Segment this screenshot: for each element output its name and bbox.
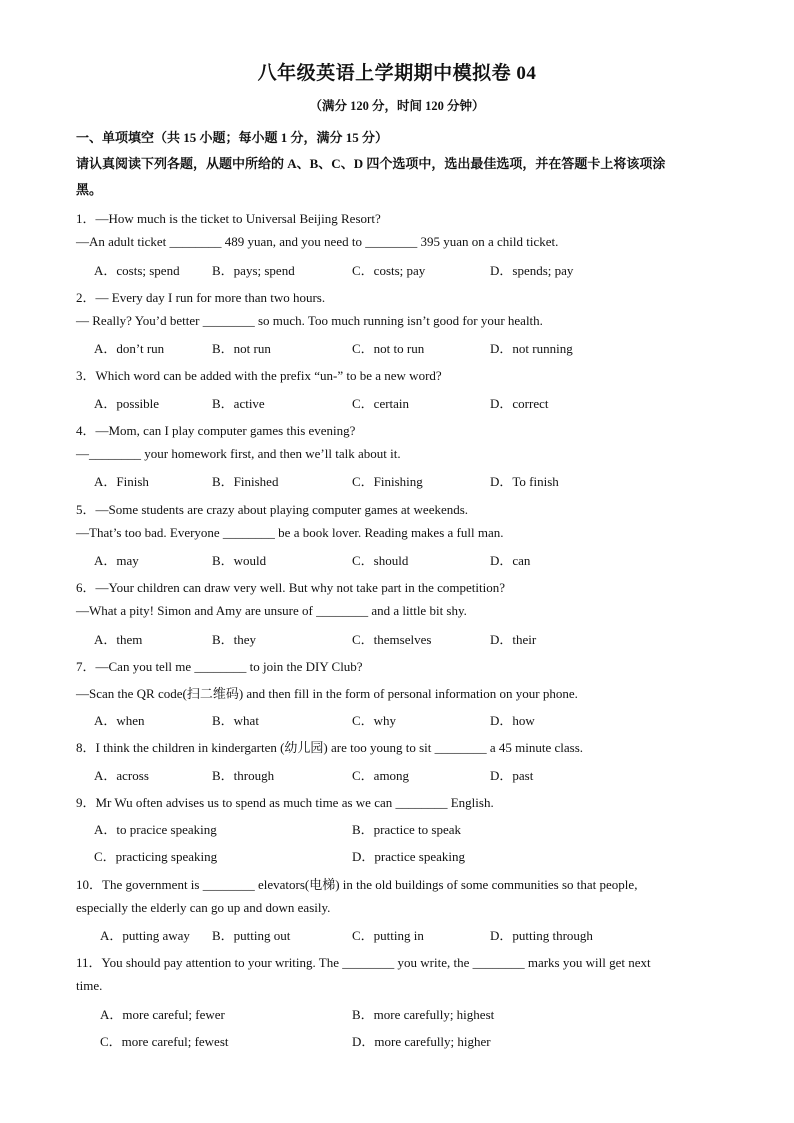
question-2-option-c: C．not to run — [352, 341, 425, 356]
question-4-text: 4．—Mom, can I play computer games this evening? — [76, 423, 356, 438]
question-7-option-a: A．when — [94, 713, 145, 728]
question-2-text: — Really? You’d better ________ so much. Too much running isn’t good for your health. — [76, 313, 543, 328]
question-4-option-d: D．To finish — [490, 474, 559, 489]
question-7-option-c: C．why — [352, 713, 397, 728]
question-8-option-d: D．past — [490, 768, 534, 783]
question-9-option-c: C．practicing speaking — [94, 849, 218, 864]
question-6-option-d: D．their — [490, 632, 537, 647]
section-heading: 一、单项填空（共 15 小题；每小题 1 分，满分 15 分） — [76, 130, 389, 145]
question-3-option-d: D．correct — [490, 396, 549, 411]
question-3-option-c: C．certain — [352, 396, 410, 411]
question-9-text: 9．Mr Wu often advises us to spend as much time as we can ________ English. — [76, 795, 494, 810]
question-7-option-b: B．what — [212, 713, 259, 728]
question-8-option-b: B．through — [212, 768, 275, 783]
question-5-option-d: D．can — [490, 553, 531, 568]
question-1-option-a: A．costs; spend — [94, 263, 180, 278]
question-2-option-a: A．don’t run — [94, 341, 165, 356]
question-11-text: 11．You should pay attention to your writing. The ________ you write, the ________ marks you will get next — [76, 955, 651, 970]
question-5-option-c: C．should — [352, 553, 409, 568]
question-10-option-b: B．putting out — [212, 928, 291, 943]
question-2-option-d: D．not running — [490, 341, 573, 356]
page-title: 八年级英语上学期期中模拟卷 04 — [257, 63, 537, 84]
question-1-option-d: D．spends; pay — [490, 263, 574, 278]
question-4-option-a: A．Finish — [94, 474, 149, 489]
question-11-option-b: B．more carefully; highest — [352, 1007, 495, 1022]
section-instruction: 请认真阅读下列各题，从题中所给的 A、B、C、D 四个选项中，选出最佳选项，并在答题卡上将该项涂 — [76, 156, 666, 171]
question-6-text: —What a pity! Simon and Amy are unsure of ________ and a little bit shy. — [76, 603, 467, 618]
question-10-text: 10．The government is ________ elevators(电梯) in the old buildings of some communities so that people, — [76, 877, 638, 892]
question-10-option-c: C．putting in — [352, 928, 424, 943]
question-7-text: 7．—Can you tell me ________ to join the DIY Club? — [76, 659, 363, 674]
question-3-option-a: A．possible — [94, 396, 160, 411]
question-5-text: 5．—Some students are crazy about playing computer games at weekends. — [76, 502, 469, 517]
question-4-option-c: C．Finishing — [352, 474, 423, 489]
question-11-option-a: A．more careful; fewer — [100, 1007, 225, 1022]
question-8-text: 8．I think the children in kindergarten (幼儿园) are too young to sit ________ a 45 minute class. — [76, 740, 584, 755]
question-1-text: —An adult ticket ________ 489 yuan, and you need to ________ 395 yuan on a child ticket. — [76, 234, 559, 249]
question-1-option-b: B．pays; spend — [212, 263, 295, 278]
question-11-option-d: D．more carefully; higher — [352, 1034, 491, 1049]
question-4-text: —________ your homework first, and then we’ll talk about it. — [76, 446, 401, 461]
question-5-option-a: A．may — [94, 553, 139, 568]
question-10-option-a: A．putting away — [100, 928, 190, 943]
question-8-option-a: A．across — [94, 768, 149, 783]
question-2-option-b: B．not run — [212, 341, 271, 356]
question-6-option-a: A．them — [94, 632, 143, 647]
question-5-option-b: B．would — [212, 553, 267, 568]
question-1-text: 1．—How much is the ticket to Universal Beijing Resort? — [76, 211, 381, 226]
question-5-text: —That’s too bad. Everyone ________ be a book lover. Reading makes a full man. — [76, 525, 504, 540]
question-10-option-d: D．putting through — [490, 928, 593, 943]
page-subtitle: （满分 120 分，时间 120 分钟） — [309, 99, 485, 113]
question-7-text: —Scan the QR code(扫二维码) and then fill in the form of personal information on your phone. — [76, 686, 578, 701]
section-instruction-continued: 黑。 — [76, 182, 103, 197]
question-2-text: 2．— Every day I run for more than two hours. — [76, 290, 326, 305]
question-7-option-d: D．how — [490, 713, 535, 728]
question-11-option-c: C．more careful; fewest — [100, 1034, 229, 1049]
question-10-text: especially the elderly can go up and down easily. — [76, 900, 331, 915]
question-3-text: 3．Which word can be added with the prefix “un-” to be a new word? — [76, 368, 442, 383]
question-6-text: 6．—Your children can draw very well. But why not take part in the competition? — [76, 580, 506, 595]
question-8-option-c: C．among — [352, 768, 410, 783]
question-1-option-c: C．costs; pay — [352, 263, 426, 278]
question-4-option-b: B．Finished — [212, 474, 279, 489]
question-3-option-b: B．active — [212, 396, 265, 411]
question-6-option-b: B．they — [212, 632, 257, 647]
question-9-option-b: B．practice to speak — [352, 822, 462, 837]
question-9-option-d: D．practice speaking — [352, 849, 465, 864]
question-6-option-c: C．themselves — [352, 632, 432, 647]
question-9-option-a: A．to pracice speaking — [94, 822, 217, 837]
question-11-text: time. — [76, 978, 103, 993]
